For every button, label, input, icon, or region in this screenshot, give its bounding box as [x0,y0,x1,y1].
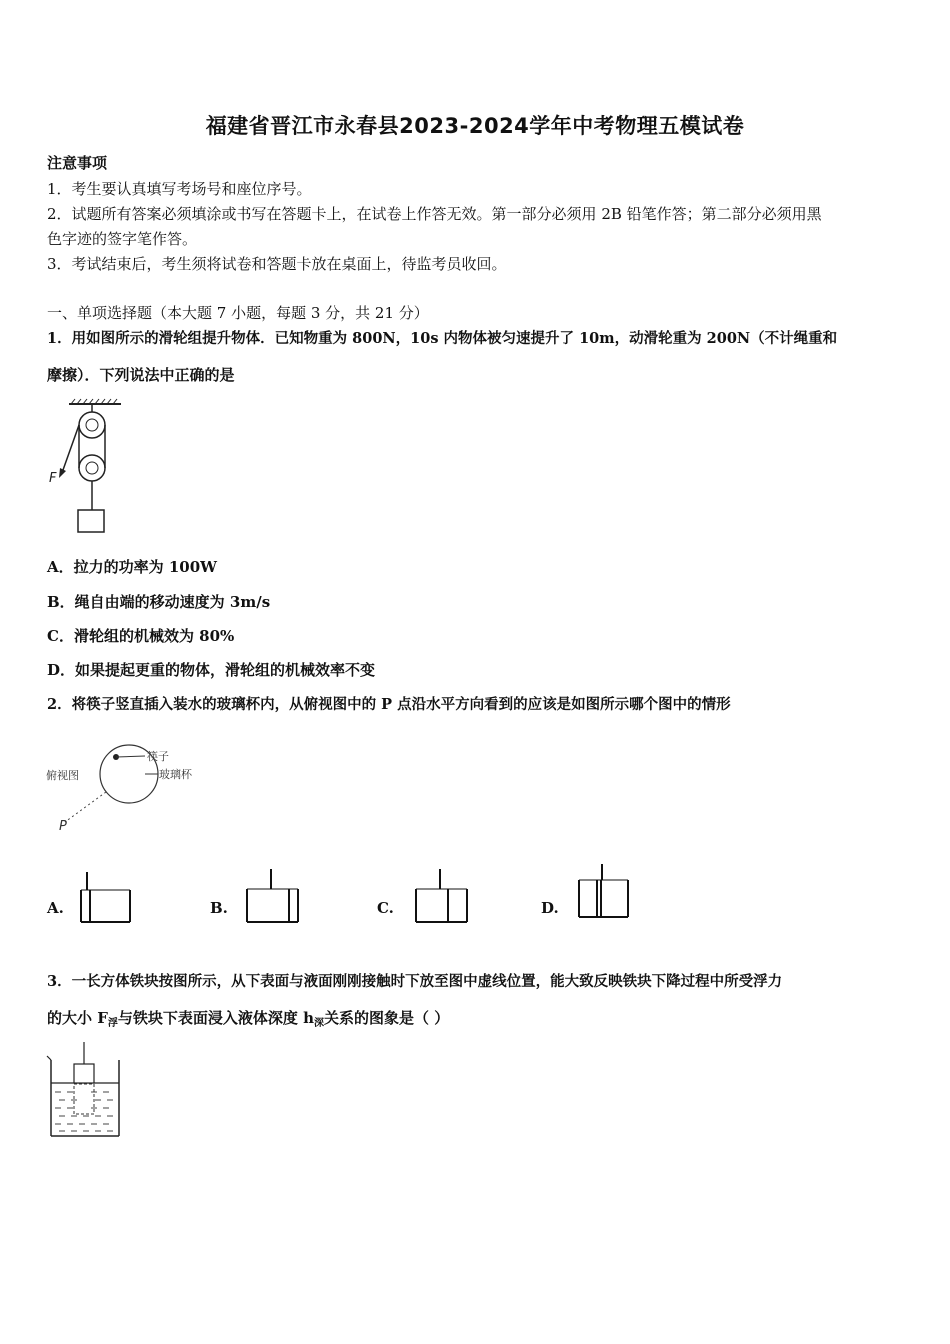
notice-item-3: 3．考试结束后，考生须将试卷和答题卡放在桌面上，待监考员收回。 [47,255,507,273]
q1-stem-line1: 1．用如图所示的滑轮组提升物体．已知物重为 800N，10s 内物体被匀速提升了 10m，动滑轮重为 200N（不计绳重和 [47,330,838,347]
force-label: F [49,471,57,486]
q2-option-d-glass [576,862,634,922]
q2-option-c-label: C. [377,899,394,917]
q2-option-a-label: A. [47,899,64,917]
q2-option-a-glass [78,870,134,926]
notice-item-1: 1．考生要认真填写考场号和座位序号。 [47,180,312,198]
chopstick-label: 筷子 [147,750,169,763]
q1-option-b: B．绳自由端的移动速度为 3m/s [47,593,271,611]
q2-stem: 2．将筷子竖直插入装水的玻璃杯内，从俯视图中的 P 点沿水平方向看到的应该是如图所示哪个图中的情形 [47,696,731,713]
notice-item-2-cont: 色字迹的签字笔作答。 [47,230,198,248]
page-title: 福建省晋江市永春县2023-2024学年中考物理五模试卷 [205,114,745,138]
beaker-figure [45,1040,125,1144]
top-view-figure [45,740,215,840]
q3-stem-line2: 的大小 $F_浮$与铁块下表面浸入液体深度 $h_深$关系的图象是（ ） [47,1009,450,1029]
q1-option-d: D．如果提起更重的物体，滑轮组的机械效率不变 [47,661,376,679]
q1-stem-line2: 摩擦）．下列说法中正确的是 [47,366,235,384]
q3-stem-line1: 3．一长方体铁块按图所示，从下表面与液面刚刚接触时下放至图中虚线位置，能大致反映铁块下降过程中所受浮力 [47,973,783,990]
q2-option-b-glass [244,867,302,927]
section-heading: 一、单项选择题（本大题 7 小题，每题 3 分，共 21 分） [47,304,429,322]
q2-option-b-label: B. [210,899,228,917]
glass-label: 玻璃杯 [159,768,192,781]
q1-option-a: A．拉力的功率为 100W [47,558,218,576]
q2-option-d-label: D. [541,899,559,917]
notice-item-2: 2．试题所有答案必须填涂或书写在答题卡上，在试卷上作答无效。第一部分必须用 2B 铅笔作答；第二部分必须用黑 [47,205,822,223]
top-view-label: 俯视图 [46,769,79,782]
notice-heading: 注意事项 [47,154,108,172]
q1-option-c: C．滑轮组的机械效为 80% [47,627,235,645]
point-p-label: P [59,819,67,834]
pulley-figure [45,398,135,538]
q2-option-c-glass [413,867,473,927]
